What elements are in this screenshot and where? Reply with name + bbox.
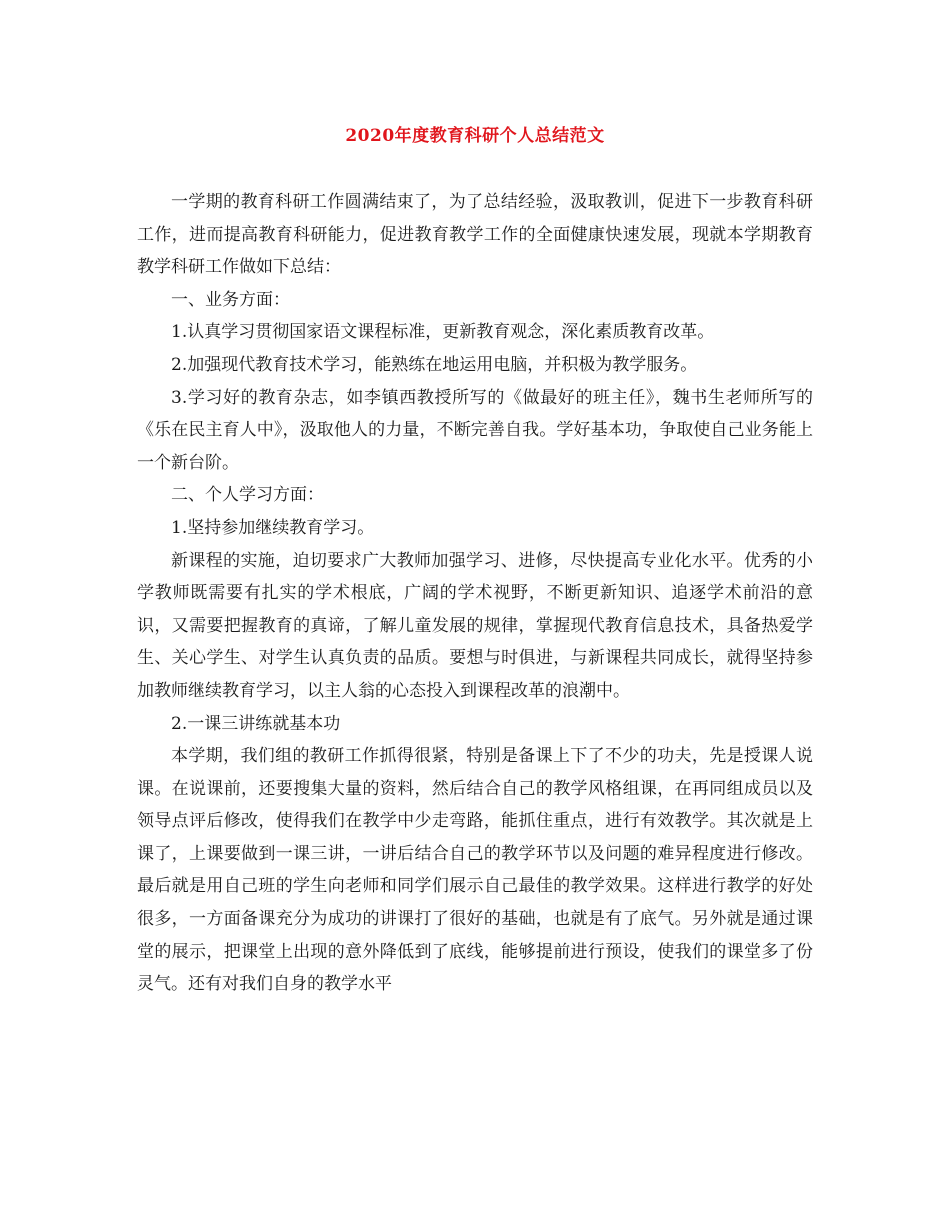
paragraph-intro: 一学期的教育科研工作圆满结束了，为了总结经验，汲取教训，促进下一步教育科研工作，进而提高教育科研能力，促进教育教学工作的全面健康快速发展，现就本学期教育教学科研工作做如下总结： <box>137 192 813 278</box>
paragraph-lesson-practice: 本学期，我们组的教研工作抓得很紧，特别是备课上下了不少的功夫，先是授课人说课。在说课前，还要搜集大量的资料，然后结合自己的教学风格组课，在再同组成员以及领导点评后修改，使得我们在教学中少走弯路，能抓住重点，进行有效教学。其次就是上课了，上课要做到一课三讲，一讲后结合自己的教学环节以及问题的难异程度进行修改。最后就是用自己班的学生向老师和同学们展示自己最佳的教学效果。这样进行教学的好处很多，一方面备课充分为成功的讲课打了很好的基础，也就是有了底气。另外就是通过课堂的展示，把课堂上出现的意外降低到了底线，能够提前进行预设，使我们的课堂多了份灵气。还有对我们自身的教学水平 <box>137 746 813 995</box>
document-title: 2020年度教育科研个人总结范文 <box>345 126 605 146</box>
section-heading-business: 一、业务方面： <box>171 289 290 310</box>
list-item-business-1: 1.认真学习贯彻国家语文课程标准，更新教育观念，深化素质教育改革。 <box>171 322 715 343</box>
list-item-personal-2: 2.一课三讲练就基本功 <box>171 713 341 734</box>
document-body <box>137 186 813 1001</box>
paragraph-continuing-education: 新课程的实施，迫切要求广大教师加强学习、进修，尽快提高专业化水平。优秀的小学教师既需要有扎实的学术根底，广阔的学术视野，不断更新知识、追逐学术前沿的意识，又需要把握教育的真谛，了解儿童发展的规律，掌握现代教育信息技术，具备热爱学生、关心学生、对学生认真负责的品质。要想与时俱进，与新课程共同成长，就得坚持参加教师继续教育学习，以主人翁的心态投入到课程改革的浪潮中。 <box>137 550 813 701</box>
list-item-business-3: 3.学习好的教育杂志，如李镇西教授所写的《做最好的班主任》，魏书生老师所写的《乐在民主育人中》，汲取他人的力量，不断完善自我。学好基本功，争取使自己业务能上一个新台阶。 <box>137 387 813 473</box>
list-item-personal-1: 1.坚持参加继续教育学习。 <box>171 517 375 538</box>
section-heading-personal-study: 二、个人学习方面： <box>171 485 324 506</box>
list-item-business-2: 2.加强现代教育技术学习，能熟练在地运用电脑，并积极为教学服务。 <box>171 354 698 375</box>
